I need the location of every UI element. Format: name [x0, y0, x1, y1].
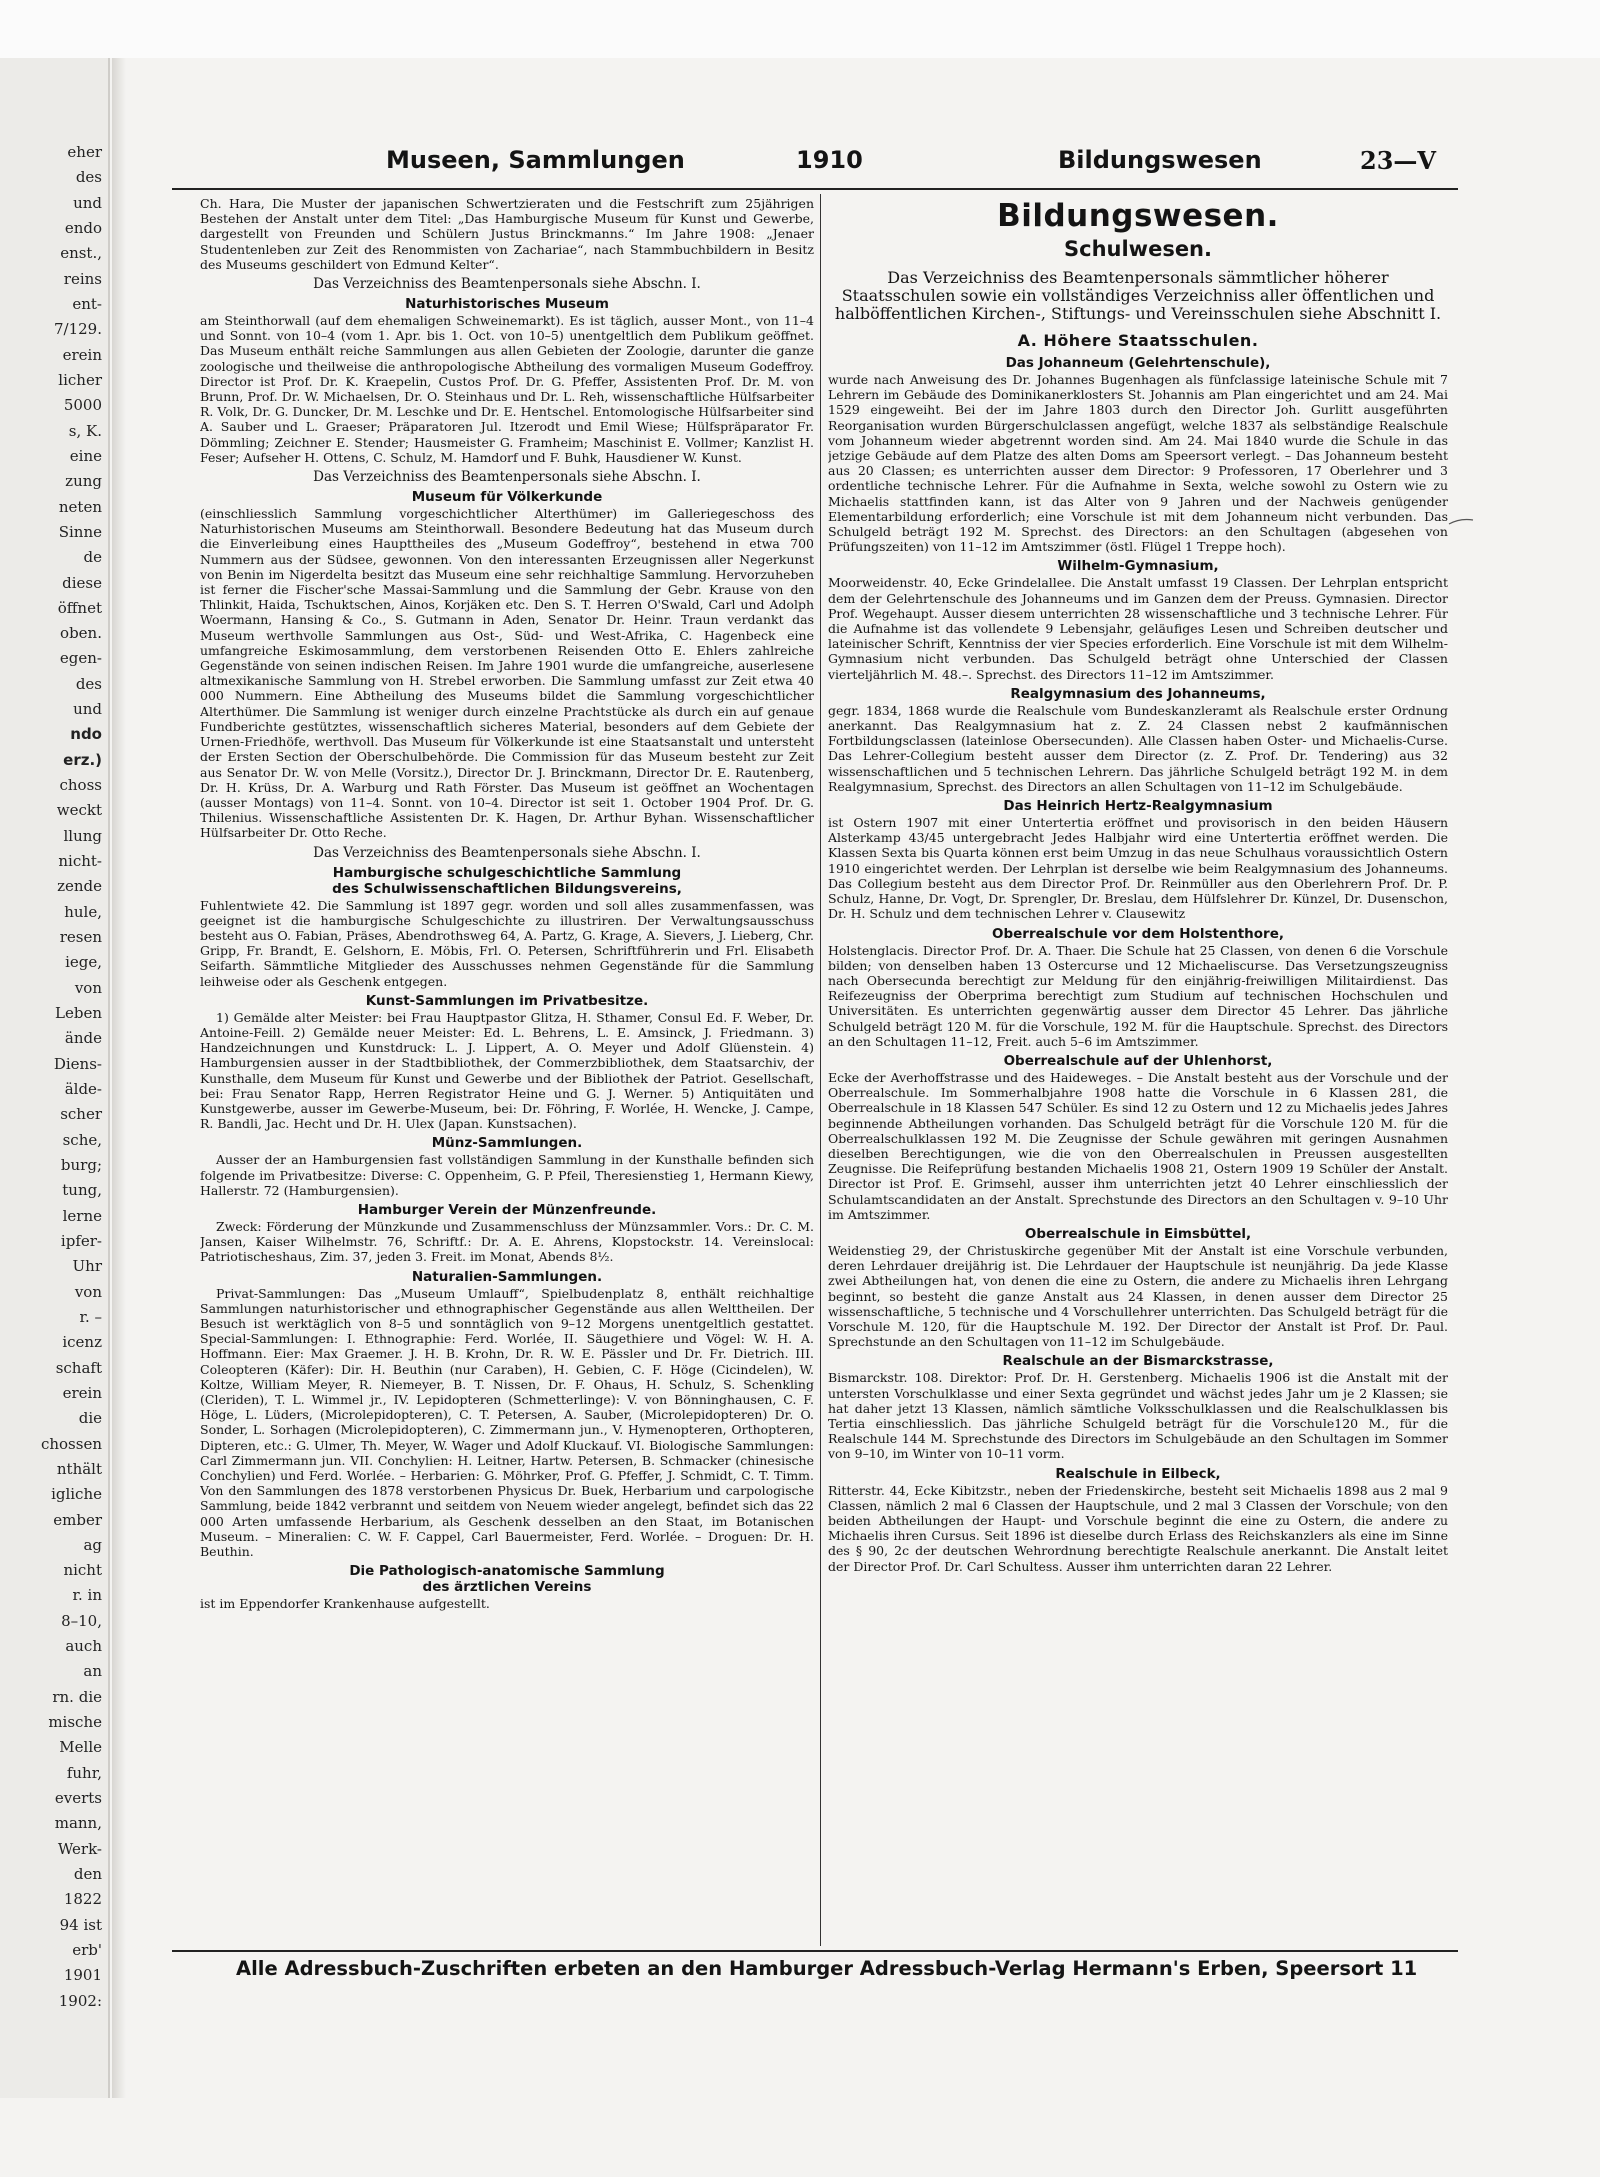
section-heading [828, 926, 1448, 942]
previous-page-fragment: 1901 [63, 1966, 102, 1984]
previous-page-fragment: und [73, 194, 102, 212]
previous-page-fragment: von [74, 1283, 102, 1301]
pencil-mark [1448, 516, 1474, 526]
previous-page-fragment: ndo [70, 725, 102, 743]
previous-page-fragment: chossen [40, 1435, 102, 1453]
previous-page-fragment: zende [57, 877, 102, 895]
previous-page-fragment: älde- [64, 1080, 102, 1098]
previous-page-fragment: igliche [51, 1485, 102, 1503]
previous-page-fragment: ipfer- [60, 1232, 102, 1250]
previous-page-fragment: diese [62, 574, 102, 592]
previous-page-fragment: choss [59, 776, 102, 794]
right-column [828, 196, 1448, 1946]
heading-line: Museum für Völkerkunde [411, 489, 603, 506]
previous-page-fragment: iege, [65, 953, 102, 971]
previous-page-fragment: nthält [56, 1460, 102, 1478]
previous-page-fragment: everts [54, 1789, 102, 1807]
section-heading [828, 1053, 1448, 1069]
entry-paragraph: Ausser der an Hamburgensien fast vollständigen Sammlung in der Kunsthalle befinden sich folgende im Privatbesitze: Diverse: C. Oppenheim, G. P. Pfeil, Theresienstieg 1, Hermann Kiewy, Hallerstr. 72 (Hamburgensien). [200, 1152, 814, 1198]
heading-line: Hamburger Verein der Münzenfreunde. [357, 1201, 657, 1218]
previous-page-fragment: nicht- [58, 852, 102, 870]
page-number: 23—V [1360, 146, 1437, 175]
previous-page-fragment: burg; [60, 1156, 102, 1174]
previous-page-fragment: erein [62, 1384, 102, 1402]
previous-page-fragment: enst., [60, 244, 102, 262]
previous-page-fragment: schaft [55, 1359, 102, 1377]
previous-page-fragment: fuhr, [66, 1764, 102, 1782]
previous-page-fragment: erb' [72, 1941, 102, 1959]
previous-page-fragment: und [73, 700, 102, 718]
subtitle: Schulwesen. [1064, 237, 1212, 261]
heading-line: Realschule in Eilbeck, [1055, 1465, 1221, 1482]
previous-page-fragment: s, K. [68, 422, 102, 440]
previous-page-edge [0, 58, 110, 2098]
header-left-title: Museen, Sammlungen [386, 146, 685, 174]
previous-page-fragment: 1902: [58, 1992, 102, 2010]
previous-page-fragment: 1822 [63, 1890, 102, 1908]
section-heading: A. Höhere Staatsschulen. [1017, 331, 1259, 350]
previous-page-fragment: reins [63, 270, 102, 288]
previous-page-fragment: des [75, 168, 102, 186]
heading-line: Realschule an der Bismarckstrasse, [1002, 1353, 1274, 1370]
previous-page-fragment: weckt [56, 801, 102, 819]
previous-page-fragment: icenz [62, 1333, 102, 1351]
previous-page-fragment: oben. [60, 624, 102, 642]
previous-page-fragment: Werk- [57, 1840, 102, 1858]
heading-line: Kunst-Sammlungen im Privatbesitze. [365, 992, 649, 1009]
entry-paragraph: Zweck: Förderung der Münzkunde und Zusammenschluss der Münzsammler. Vors.: Dr. C. M. Jansen, Kaiser Wilhelmstr. 76, Schriftf.: Dr. A. E. Ahrens, Klopstockstr. 14. Vereinslocal: Patriotischeshaus, Zim. 37, jeden 3. Freit. im Monat, Abends 8½. [200, 1218, 814, 1265]
left-column [200, 196, 814, 1946]
section-heading [200, 1202, 814, 1218]
heading-line: Realgymnasium des Johanneums, [1010, 685, 1266, 702]
section-heading [200, 1269, 814, 1285]
section-heading [200, 865, 814, 897]
section-heading [828, 798, 1448, 814]
heading-line: des Schulwissenschaftlichen Bildungsvereins, [332, 880, 682, 897]
previous-page-fragment: r. – [79, 1308, 102, 1326]
previous-page-fragment: zung [65, 472, 102, 490]
entry-paragraph: Ch. Hara, Die Muster der japanischen Schwertzieraten und die Festschrift zum 25jährigen Bestehen der Anstalt unter dem Titel: „Das Hamburgische Museum für Kunst und Gewerbe, dargestellt von Freunden und Schülern Justus Brinckmanns.“ Im Jahre 1908: „Jenaer Studentenleben zur Zeit des Renommisten von Zachariae“, nach Stammbuchbildern in Besitz des Museums geschildert von Edmund Kelter“. [200, 196, 814, 272]
book-gutter [112, 58, 126, 2098]
section-heading [200, 993, 814, 1009]
right-column-entries [828, 355, 1448, 1574]
main-title: Bildungswesen. [997, 198, 1279, 234]
previous-page-fragment: erein [62, 346, 102, 364]
entry-paragraph: Privat-Sammlungen: Das „Museum Umlauff“, Spielbudenplatz 8, enthält reichhaltige Sammlungen naturhistorischer und ethnographischer Gegenstände aus allen Welttheilen. Der Besuch ist werktäglich von 8–5 und sonntäglich von 9–12 Morgens unentgeltlich gestattet. Special-Sammlungen: I. Ethnographie: Ferd. Worlée, II. Säugethiere und Vögel: W. H. A. Hoffmann. Eier: Max Graemer. J. H. B. Krohn, Dr. R. W. E. Pässler und Dr. Fr. Dietrich. III. Coleopteren (Käfer): Dir. H. Beuthin (nur Caraben), H. Gebien, C. F. Höge (Cicindelen), W. Koltze, William Meyer, R. Niemeyer, B. T. Nissen, Dr. F. Ohaus, H. Schulz, S. Schenkling (Cleriden), T. L. Wimmel jr., IV. Lepidopteren (Schmetterlinge): V. von Bönninghausen, C. F. Höge, L. Lüders, (Microlepidopteren), C. T. Petersen, A. Sauber, (Microlepidopteren) Dr. O. Sonder, L. Sorhagen (Microlepidopteren), C. Zimmermann jun., V. Hymenopteren, Orthopteren, Dipteren, etc.: G. Ulmer, Th. Meyer, W. Wager und Adolf Kluckauf. VI. Biologische Sammlungen: Carl Zimmermann jun. VII. Conchylien: H. Leitner, Hartw. Petersen, B. Schmacker (chinesische Conchylien) und Ferd. Worlée. – Herbarien: G. Möhrker, Prof. G. Pfeffer, J. Schmidt, C. T. Timm. Von den Sammlungen des 1878 verstorbenen Physicus Dr. Buek, Herbarium und carpologische Sammlung, beide 1842 verbrannt und seitdem von Neuem wieder angelegt, befindet sich das 22 000 Arten umfassende Herbarium, als Geschenk desselben an den Staat, im Botanischen Museum. – Mineralien: C. W. F. Cappel, Carl Bauermeister, Ferd. Worlée. – Droguen: Dr. H. Beuthin. [200, 1285, 814, 1560]
previous-page-fragment: ent- [72, 295, 102, 313]
header-center-title: Bildungswesen [1058, 146, 1262, 174]
previous-page-fragment: hule, [64, 903, 102, 921]
section-heading [200, 1563, 814, 1595]
cross-reference: Das Verzeichniss des Beamtenpersonals siehe Abschn. I. [313, 844, 701, 861]
section-heading [828, 1353, 1448, 1369]
previous-page-fragment: von [74, 979, 102, 997]
section-heading [828, 1226, 1448, 1242]
previous-page-fragment: resen [59, 928, 102, 946]
previous-page-fragment: Melle [59, 1738, 102, 1756]
heading-line: Naturalien-Sammlungen. [411, 1268, 603, 1285]
entry-paragraph: am Steinthorwall (auf dem ehemaligen Schweinemarkt). Es ist täglich, ausser Mont., von 11–4 und Sonnt. von 10–4 (vom 1. Apr. bis 1. Oct. von 10–5) unentgeltlich dem Publikum geöffnet. Das Museum enthält reiche Sammlungen aus allen Gebieten der Zoologie, darunter die ganze zoologische und theilweise die anthropologische Abtheilung des vormaligen Museum Godeffroy. Director ist Prof. Dr. K. Kraepelin, Custos Prof. Dr. G. Pfeffer, Assistenten Prof. Dr. M. von Brunn, Prof. Dr. W. Michaelsen, Dr. O. Steinhaus und Dr. L. Reh, wissenschaftliche Hülfsarbeiter R. Volk, Dr. G. Duncker, Dr. M. Leschke und Dr. E. Hentschel. Entomologische Hülfsarbeiter sind A. Sauber und L. Graeser; Präparatoren Jul. Itzerodt und Emil Wiese; Hülfspräparator Fr. Dömmling; Zeichner E. Stender; Hausmeister G. Framheim; Maschinist E. Vollmer; Kanzlist H. Feser; Aufseher H. Ottens, C. Schulz, M. Hamdorf und F. Buhk, Hausdiener W. Kunst. [200, 313, 814, 465]
section-heading [828, 686, 1448, 702]
entry-paragraph: Ritterstr. 44, Ecke Kibitzstr., neben der Friedenskirche, besteht seit Michaelis 1898 aus 2 mal 9 Classen, nämlich 2 mal 6 Classen der Hauptschule, und 2 mal 3 Classen der Vorschule; von den beiden Abtheilungen der Haupt- und Vorschule beginnt die eine zu Ostern, die andere zu Michaelis ihren Cursus. Seit 1896 ist dieselbe durch Erlass des Reichskanzlers als eine im Sinne des § 90, 2c der deutschen Wehrordnung berechtigte Realschule anerkannt. Die Anstalt leitet der Director Prof. Dr. Carl Schultess. Ausser ihm unterrichten daran 22 Lehrer. [828, 1482, 1448, 1574]
section-heading [828, 355, 1448, 371]
heading-line: Das Heinrich Hertz-Realgymnasium [1003, 798, 1273, 815]
previous-page-fragment: Leben [55, 1004, 102, 1022]
entry-paragraph: ist Ostern 1907 mit einer Untertertia eröffnet und provisorisch in den beiden Häusern Alsterkamp 43/45 untergebracht Jedes Halbjahr wird eine Untertertia eröffnet werden. Die Klassen Sexta bis Quarta können erst beim Umzug in das neue Schulhaus voraussichtlich Ostern 1910 eingerichtet werden. Der Lehrplan ist derselbe wie beim Realgymnasium des Johanneums. Das Collegium besteht aus dem Director Prof. Dr. Reinmüller aus den Oberlehrern Prof. Dr. P. Schulz, Hanne, Dr. Vogt, Dr. Sprengler, Dr. Breslau, dem Hülfslehrer Dr. Künzel, Dr. Dusenschon, Dr. H. Schulz und dem technischen Lehrer v. Clausewitz [828, 815, 1448, 922]
previous-page-fragment: Diens- [53, 1055, 102, 1073]
previous-page-fragment: an [83, 1662, 102, 1680]
entry-paragraph: wurde nach Anweisung des Dr. Johannes Bugenhagen als fünfclassige lateinische Schule mit 7 Lehrern im Gebäude des Dominikanerklosters St. Johannis am Plan eingerichtet und am 24. Mai 1529 eingeweiht. Bei der im Jahre 1803 durch den Director Joh. Gurlitt ausgeführten Reorganisation wurden Bürgerschulclassen angefügt, welche 1837 als selbständige Realschule vom Johanneum wieder abgetrennt worden sind. Am 24. Mai 1840 wurde die Schule in das jetzige Gebäude auf dem Platze des alten Doms am Speersort verlegt. – Das Johanneum besteht aus 20 Classen; es unterrichten ausser dem Director: 9 Professoren, 17 Oberlehrer und 3 ordentliche technische Lehrer. Für die Aufnahme in Sexta, welche sowohl zu Ostern wie zu Michaelis stattfinden kann, ist das Alter von 9 Jahren und der Nachweis genügender Elementarbildung erforderlich; eine Vorschule ist mit dem Johanneum nicht verbunden. Das Schulgeld beträgt 192 M. Sprechst. des Directors: an den Schultagen (abgesehen von Prüfungszeiten) von 11–12 im Amtszimmer (östl. Flügel 1 Treppe hoch). [828, 372, 1448, 555]
previous-page-fragment: Sinne [58, 523, 102, 541]
previous-page-fragment: Uhr [72, 1257, 102, 1275]
column-divider [820, 194, 821, 1946]
previous-page-fragment: ember [53, 1511, 102, 1529]
section-heading [200, 1135, 814, 1151]
previous-page-fragment: nicht [63, 1561, 102, 1579]
entry-paragraph: ist im Eppendorfer Krankenhause aufgestellt. [200, 1596, 490, 1612]
previous-page-fragment: des [75, 675, 102, 693]
cross-reference: Das Verzeichniss des Beamtenpersonals siehe Abschn. I. [313, 469, 701, 486]
entry-paragraph: Fuhlentwiete 42. Die Sammlung ist 1897 gegr. worden und soll alles zusammenfassen, was geeignet ist die hamburgische Schulgeschichte zu illustriren. Der Verwaltungsausschuss besteht aus O. Fabian, Präses, Abendrothsweg 64, A. Partz, G. Krage, A. Sievers, J. Lieberg, Chr. Gripp, Fr. Brandt, E. Gelshorn, E. Möbis, Frl. O. Petersen, Schriftführerin und Frl. Elisabeth Seifarth. Sämmtliche Mitglieder des Ausschusses nehmen Gegenstände für die Sammlung leihweise oder als Geschenk entgegen. [200, 897, 814, 989]
scan-top-margin [0, 0, 1600, 58]
heading-line: Die Pathologisch-anatomische Sammlung [349, 1563, 665, 1580]
entry-paragraph: gegr. 1834, 1868 wurde die Realschule vom Bundeskanzleramt als Realschule erster Ordnung anerkannt. Das Realgymnasium hat z. Z. 24 Classen nebst 2 kaufmännischen Fortbildungsclassen (lateinlose Obersecunden). Alle Classen haben Oster- und Michaelis-Curse. Das Lehrer-Collegium besteht ausser dem Director (z. Z. Prof. Dr. Tendering) aus 32 wissenschaftlichen und 5 technischen Lehrern. Das jährliche Schulgeld beträgt 192 M. in dem Realgymnasium, Sprechst. des Directors an allen Schultagen von 11–12 im Schulgebäude. [828, 702, 1448, 794]
previous-page-fragment: eine [69, 447, 102, 465]
previous-page-fragment: neten [58, 498, 102, 516]
intro-note: Das Verzeichniss des Beamtenpersonals sämmtlicher höherer Staatsschulen sowie ein vollständiges Verzeichniss aller öffentlichen und halböffentlichen Kirchen-, Stiftungs- und Vereinsschulen siehe Abschnitt I. [834, 268, 1442, 323]
previous-page-fragment: 8–10, [61, 1612, 102, 1630]
previous-page-fragment: licher [58, 371, 102, 389]
heading-line: Hamburgische schulgeschichtliche Sammlung [332, 864, 682, 881]
section-heading [828, 1466, 1448, 1482]
previous-page-fragment: auch [65, 1637, 102, 1655]
entry-paragraph: Bismarckstr. 108. Direktor: Prof. Dr. H. Gerstenberg. Michaelis 1906 ist die Anstalt mit der untersten Vorschulklasse und einer Sexta gegründet und wächst jedes Jahr um je 2 Klassen; sie hat daher jetzt 13 Klassen, nämlich sämtliche Volksschulklassen und die Realschulklassen bis Tertia einschliesslich. Das jährliche Schulgeld beträgt für die Vorschule120 M., für die Realschule 144 M. Sprechstunde des Directors im Schulgebäude an den Schultagen im Sommer von 9–10, im Winter von 10–11 vorm. [828, 1370, 1448, 1462]
previous-page-fragment: ände [64, 1029, 102, 1047]
scan-bottom-margin [0, 2098, 1600, 2177]
heading-line: Das Johanneum (Gelehrtenschule), [1005, 355, 1271, 371]
previous-page-fragment: tung, [62, 1181, 102, 1199]
previous-page-fragment: 5000 [63, 396, 102, 414]
heading-line: Münz-Sammlungen. [431, 1135, 583, 1152]
publisher-footer: Alle Adressbuch-Zuschriften erbeten an den Hamburger Adressbuch-Verlag Hermann's Erben, Speersort 11 [236, 1957, 1418, 1980]
previous-page-fragment: eher [67, 143, 102, 161]
previous-page-fragment: mann, [54, 1814, 102, 1832]
entry-paragraph: 1) Gemälde alter Meister: bei Frau Hauptpastor Glitza, H. Sthamer, Consul Ed. F. Weber, Dr. Antoine-Feill. 2) Gemälde neuer Meister: Ed. L. Behrens, L. E. Amsinck, J. Friedmann. 3) Handzeichnungen und Kunstdruck: L. J. Lippert, A. O. Meyer und Adolf Glüenstein. 4) Hamburgensien ausser in der Stadtbibliothek, der Commerzbibliothek, dem Staatsarchiv, der Kunsthalle, dem Museum für Kunst und Gewerbe und der Bibliothek der Patriot. Gesellschaft, bei: Frau Senator Rapp, Herren Registrator Heine und G. J. Werner. 5) Antiquitäten und Kunstgewerbe, ausser im Gewerbe-Museum, bei: Dr. Föhring, F. Worlée, H. Wencke, J. Campe, R. Bandli, Jac. Hecht und Dr. H. Ulex (Japan. Kunstsachen). [200, 1009, 814, 1132]
heading-line: Oberrealschule vor dem Holstenthore, [991, 925, 1284, 942]
entry-paragraph: (einschliesslich Sammlung vorgeschichtlicher Alterthümer) im Galleriegeschoss des Naturhistorischen Museums am Steinthorwall. Besondere Bedeutung hat das Museum durch die Einverleibung eines Haupttheiles des „Museum Godeffroy“, bestehend in etwa 700 Nummern aus der Südsee, gewonnen. Von den interessanten Erzeugnissen aller Negerkunst von Benin im Nigerdelta besitzt das Museum eine sehr reichhaltige Sammlung. Hervorzuheben ist ferner die Fischer'sche Massai-Sammlung und die Sammlung der Gebr. Krause von den Thlinkit, Haida, Tschuktschen, Ainos, Korjäken etc. Den S. T. Herren O'Swald, Carl und Adolph Woermann, Hansing & Co., S. Gutmann in Aden, Senator Dr. Heinr. Traun verdankt das Museum werthvolle Sammlungen aus Ost-, Süd- und West-Afrika, C. Hagenbeck eine umfangreiche Eskimosammlung, dem verstorbenen Reisenden Otto E. Ehlers zahlreiche Gegenstände von seinen indischen Reisen. Im Jahre 1901 wurde die umfangreiche, auserlesene altmexikanische Sammlung von H. Strebel erworben. Die Sammlung umfasst zur Zeit etwa 40 000 Nummern. Eine Abtheilung des Museums bildet die Sammlung vorgeschichtlicher Alterthümer. Die Sammlung ist weniger durch einzelne Prachtstücke als durch ein auf genaue Fundberichte gestütztes, wissenschaftlich sicheres Material, besonders auf dem Gebiete der Urnen-Friedhöfe, werthvoll. Das Museum für Völkerkunde ist eine Staatsanstalt und untersteht der Ersten Section der Oberschulbehörde. Die Commission für das Museum besteht zur Zeit aus Senator Dr. W. von Melle (Vorsitz.), Director Dr. J. Brinckmann, Director Dr. E. Rautenberg, Dr. H. Krüss, Dr. A. Warburg und Rath Förster. Das Museum ist geöffnet an Wochentagen (ausser Montags) von 11–4. Sonnt. von 10–4. Director ist seit 1. October 1904 Prof. Dr. G. Thilenius. Wissenschaftliche Assistenten Dr. K. Hagen, Dr. Arthur Byhan. Wissenschaftlicher Hülfsarbeiter Dr. Otto Reche. [200, 506, 814, 841]
previous-page-fragment: ag [83, 1536, 102, 1554]
header-year: 1910 [796, 146, 863, 174]
entry-paragraph: Moorweidenstr. 40, Ecke Grindelallee. Die Anstalt umfasst 19 Classen. Der Lehrplan entspricht dem der Gelehrtenschule des Johanneums und im Ganzen dem der Preuss. Gymnasien. Director Prof. Wegehaupt. Ausser diesem unterrichten 28 wissenschaftliche und 3 technische Lehrer. Für die Aufnahme ist das vollendete 9 Lebensjahr, geläufiges Lesen und Schreiben deutscher und lateinischer Schrift, Kenntniss der vier Species erforderlich. Eine Vorschule ist mit dem Wilhelm-Gymnasium nicht verbunden. Das Schulgeld beträgt ohne Unterschied der Classen vierteljährlich M. 48.–. Sprechst. des Directors 11–12 im Amtszimmer. [828, 575, 1448, 682]
section-heading [200, 296, 814, 312]
previous-page-fragment: 7/129. [54, 320, 102, 338]
cross-reference: Das Verzeichniss des Beamtenpersonals siehe Abschn. I. [313, 276, 701, 293]
heading-line: des ärztlichen Vereins [422, 1579, 592, 1596]
previous-page-fragment: rn. die [52, 1688, 102, 1706]
previous-page-fragment: sche, [62, 1131, 102, 1149]
heading-line: Oberrealschule auf der Uhlenhorst, [1003, 1052, 1273, 1069]
previous-page-fragment: scher [60, 1105, 102, 1123]
entry-paragraph: Weidenstieg 29, der Christuskirche gegenüber Mit der Anstalt ist eine Vorschule verbunden, deren Lehrdauer dreijährig ist. Die Lehrdauer der Hauptschule ist neunjährig. Da jede Klasse zwei Abtheilungen hat, von denen die eine zu Ostern, die andere zu Michaelis ihren Lehrgang beginnt, so besteht die ganze Anstalt aus 24 Klassen, in denen ausser dem Director 25 wissenschaftliche, 5 technische und 4 Vorschullehrer unterrichten. Das Schulgeld beträgt für die Vorschule M. 120, für die Hauptschule M. 192. Der Director der Anstalt ist Prof. Dr. Paul. Sprechstunde an den Schultagen von 11–12 im Schulgebäude. [828, 1242, 1448, 1350]
previous-page-fragment: de [83, 548, 102, 566]
previous-page-fragment: r. in [72, 1586, 102, 1604]
previous-page-fragment: 94 ist [59, 1916, 102, 1934]
header-rule [172, 188, 1458, 190]
previous-page-fragment: erz.) [63, 751, 102, 769]
section-heading [828, 558, 1448, 574]
previous-page-fragment: lerne [62, 1207, 102, 1225]
previous-page-fragment: egen- [59, 649, 102, 667]
entry-paragraph: Holstenglacis. Director Prof. Dr. A. Thaer. Die Schule hat 25 Classen, von denen 6 die Vorschule bilden; von denselben haben 13 Ostercurse und 12 Michaeliscurse. Das Versetzungszeugniss nach Obersecunda berechtigt zur Meldung für den einjährig-freiwilligen Militairdienst. Das Reifezeugniss der Oberprima berechtigt zum Studium auf technischen Hochschulen und Universitäten. Es unterrichten gegenwärtig ausser dem Director 45 Lehrer. Das jährliche Schulgeld beträgt 120 M. für die Vorschule, 192 M. für die Hauptschule. Sprechst. des Directors an den Schultagen 11–12, Freit. auch 5–6 im Amtszimmer. [828, 942, 1448, 1049]
entry-paragraph: Ecke der Averhoffstrasse und des Haideweges. – Die Anstalt besteht aus der Vorschule und der Oberrealschule. Im Sommerhalbjahre 1908 hatte die Vorschule in 6 Klassen 281, die Oberrealschule in 18 Klassen 547 Schüler. Es sind 12 zu Ostern und 12 zu Michaelis jedes Jahres beginnende Abtheilungen vorhanden. Das Schulgeld beträgt für die Vorschule 120 M. für die Oberrealschulklassen 192 M. Die Zeugnisse der Schule gewähren mit geringen Ausnahmen dieselben Berechtigungen, wie die von den Oberrealschulen in Preussen ausgestellten Zeugnisse. Die Reifeprüfung bestanden Michaelis 1908 21, Ostern 1909 19 Schüler der Anstalt. Director ist Prof. E. Grimsehl, ausser ihm unterrichten jetzt 40 Lehrer einschliesslich der Schulamtscandidaten an der Anstalt. Sprechstunde des Directors an den Schultagen v. 9–10 Uhr im Amtszimmer. [828, 1069, 1448, 1222]
heading-line: Wilhelm-Gymnasium, [1057, 558, 1219, 575]
section-heading [200, 489, 814, 505]
footer-rule [172, 1950, 1458, 1952]
previous-page-fragment: den [73, 1865, 102, 1883]
page-header [260, 146, 1440, 184]
previous-page-fragment: die [78, 1409, 102, 1427]
heading-line: Naturhistorisches Museum [405, 296, 609, 313]
previous-page-fragment: endo [64, 219, 102, 237]
previous-page-fragment: llung [63, 827, 102, 845]
previous-page-fragment: mische [48, 1713, 102, 1731]
heading-line: Oberrealschule in Eimsbüttel, [1024, 1225, 1252, 1242]
previous-page-fragment: öffnet [57, 599, 102, 617]
